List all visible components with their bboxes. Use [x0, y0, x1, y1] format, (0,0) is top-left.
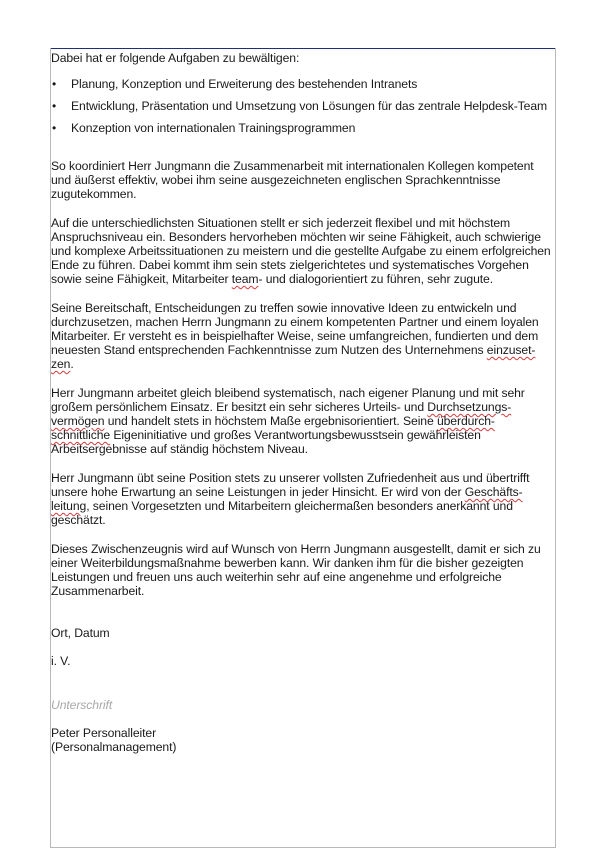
list-item — [51, 117, 551, 139]
signer-department: (Personalmanagement) — [51, 740, 177, 754]
paragraph-performance — [51, 471, 551, 527]
signer-name: Peter Personalleiter — [51, 726, 157, 740]
place-date: Ort, Datum — [51, 626, 110, 640]
list-item — [51, 73, 551, 95]
paragraph-text: und handelt stets in höchstem Maße ergebnisorientiert. Seine — [104, 414, 437, 428]
paragraph-cooperation: So koordiniert Herr Jungmann die Zusammenarbeit mit internationalen Kollegen kompetent und äußerst effektiv, wobei ihm seine ausgezeichneten englischen Sprachkenntnisse zugutekommen. — [51, 159, 534, 201]
paragraph-text: Auf die unterschiedlichsten Situationen stellt er sich jederzeit flexibel und mit höchstem Anspruchsniveau ein. Besonders hervorheben möchten wir seine Fähigkeit, auch schwierige und komplexe Arbeitssituationen zu meistern und die gestellte Aufgabe zu einem erfolgreichen Ende zu führen. Dabei kommt ihm sein stets zielgerichtetes und systematisches Vorgehen sowie seine Fähigkeit, Mitarbeiter — [51, 216, 551, 286]
spellcheck-word: überdurch-schnittliche — [51, 414, 495, 442]
paragraph-text: . — [70, 357, 74, 371]
page-top-border — [51, 48, 555, 49]
spellcheck-word: team — [231, 272, 259, 286]
list-item — [51, 95, 551, 117]
paragraph-text: - und dialogorientiert zu führen, sehr zugute. — [258, 272, 494, 286]
iv-label: i. V. — [51, 654, 71, 668]
bullet-icon: • — [52, 77, 57, 91]
tasks-intro: Dabei hat er folgende Aufgaben zu bewältigen: — [51, 51, 300, 65]
list-item-text: Konzeption von internationalen Trainingsprogrammen — [71, 121, 356, 135]
paragraph-text: , seinen Vorgesetzten und Mitarbeitern gleichermaßen besonders anerkannt und geschätzt. — [51, 499, 513, 527]
task-list — [51, 73, 551, 139]
paragraph-text: Herr Jungmann arbeitet gleich bleibend systematisch, nach eigener Planung und mit sehr großem persönlichem Einsatz. Er besitzt ein sehr sicheres Urteils- und — [51, 386, 525, 414]
list-item-text: Entwicklung, Präsentation und Umsetzung von Lösungen für das zentrale Helpdesk-Team — [71, 99, 548, 113]
spellcheck-word: einzuset-zen — [51, 343, 536, 371]
paragraph-closing: Dieses Zwischenzeugnis wird auf Wunsch von Herrn Jungmann ausgestellt, damit er sich zu einer Weiterbildungsmaßnahme bewerben kann. Wir danken ihm für die bisher gezeigten Leistungen und freuen uns auch weiterhin sehr auf eine angenehme und erfolgreiche Zusammenarbeit. — [51, 542, 541, 598]
paragraph-work-style — [51, 386, 551, 456]
document-page — [50, 48, 556, 848]
bullet-icon: • — [52, 121, 57, 135]
bullet-icon: • — [52, 99, 57, 113]
list-item-text: Planung, Konzeption und Erweiterung des bestehenden Intranets — [71, 77, 418, 91]
paragraph-text: Seine Bereitschaft, Entscheidungen zu treffen sowie innovative Ideen zu entwickeln und durchzusetzen, machen Herrn Jungmann zu einem kompetenten Partner und einem loyalen Mitarbeiter. Er versteht es in beispielhafter Weise, seine umfangreichen, fundierten und dem neuesten Stand entsprechenden Fachkenntnisse zum Nutzen des Unternehmens — [51, 301, 539, 357]
paragraph-text: Herr Jungmann übt seine Position stets zu unserer vollsten Zufriedenheit aus und übertrifft unsere hohe Erwartung an seine Leistungen in jeder Hinsicht. Er wird von der — [51, 471, 530, 499]
spellcheck-word: Durchsetzungs-vermögen — [51, 400, 512, 428]
document-body[interactable] — [51, 51, 551, 754]
paragraph-text: Eigeninitiative und großes Verantwortungsbewusstsein gewährleisten Arbeitsergebnisse auf ständig höchstem Niveau. — [51, 428, 481, 456]
signature-placeholder: Unterschrift — [51, 698, 113, 712]
paragraph-flexibility — [51, 216, 551, 286]
paragraph-decisions — [51, 301, 551, 371]
spellcheck-word: Geschäfts-leitung — [51, 485, 523, 513]
